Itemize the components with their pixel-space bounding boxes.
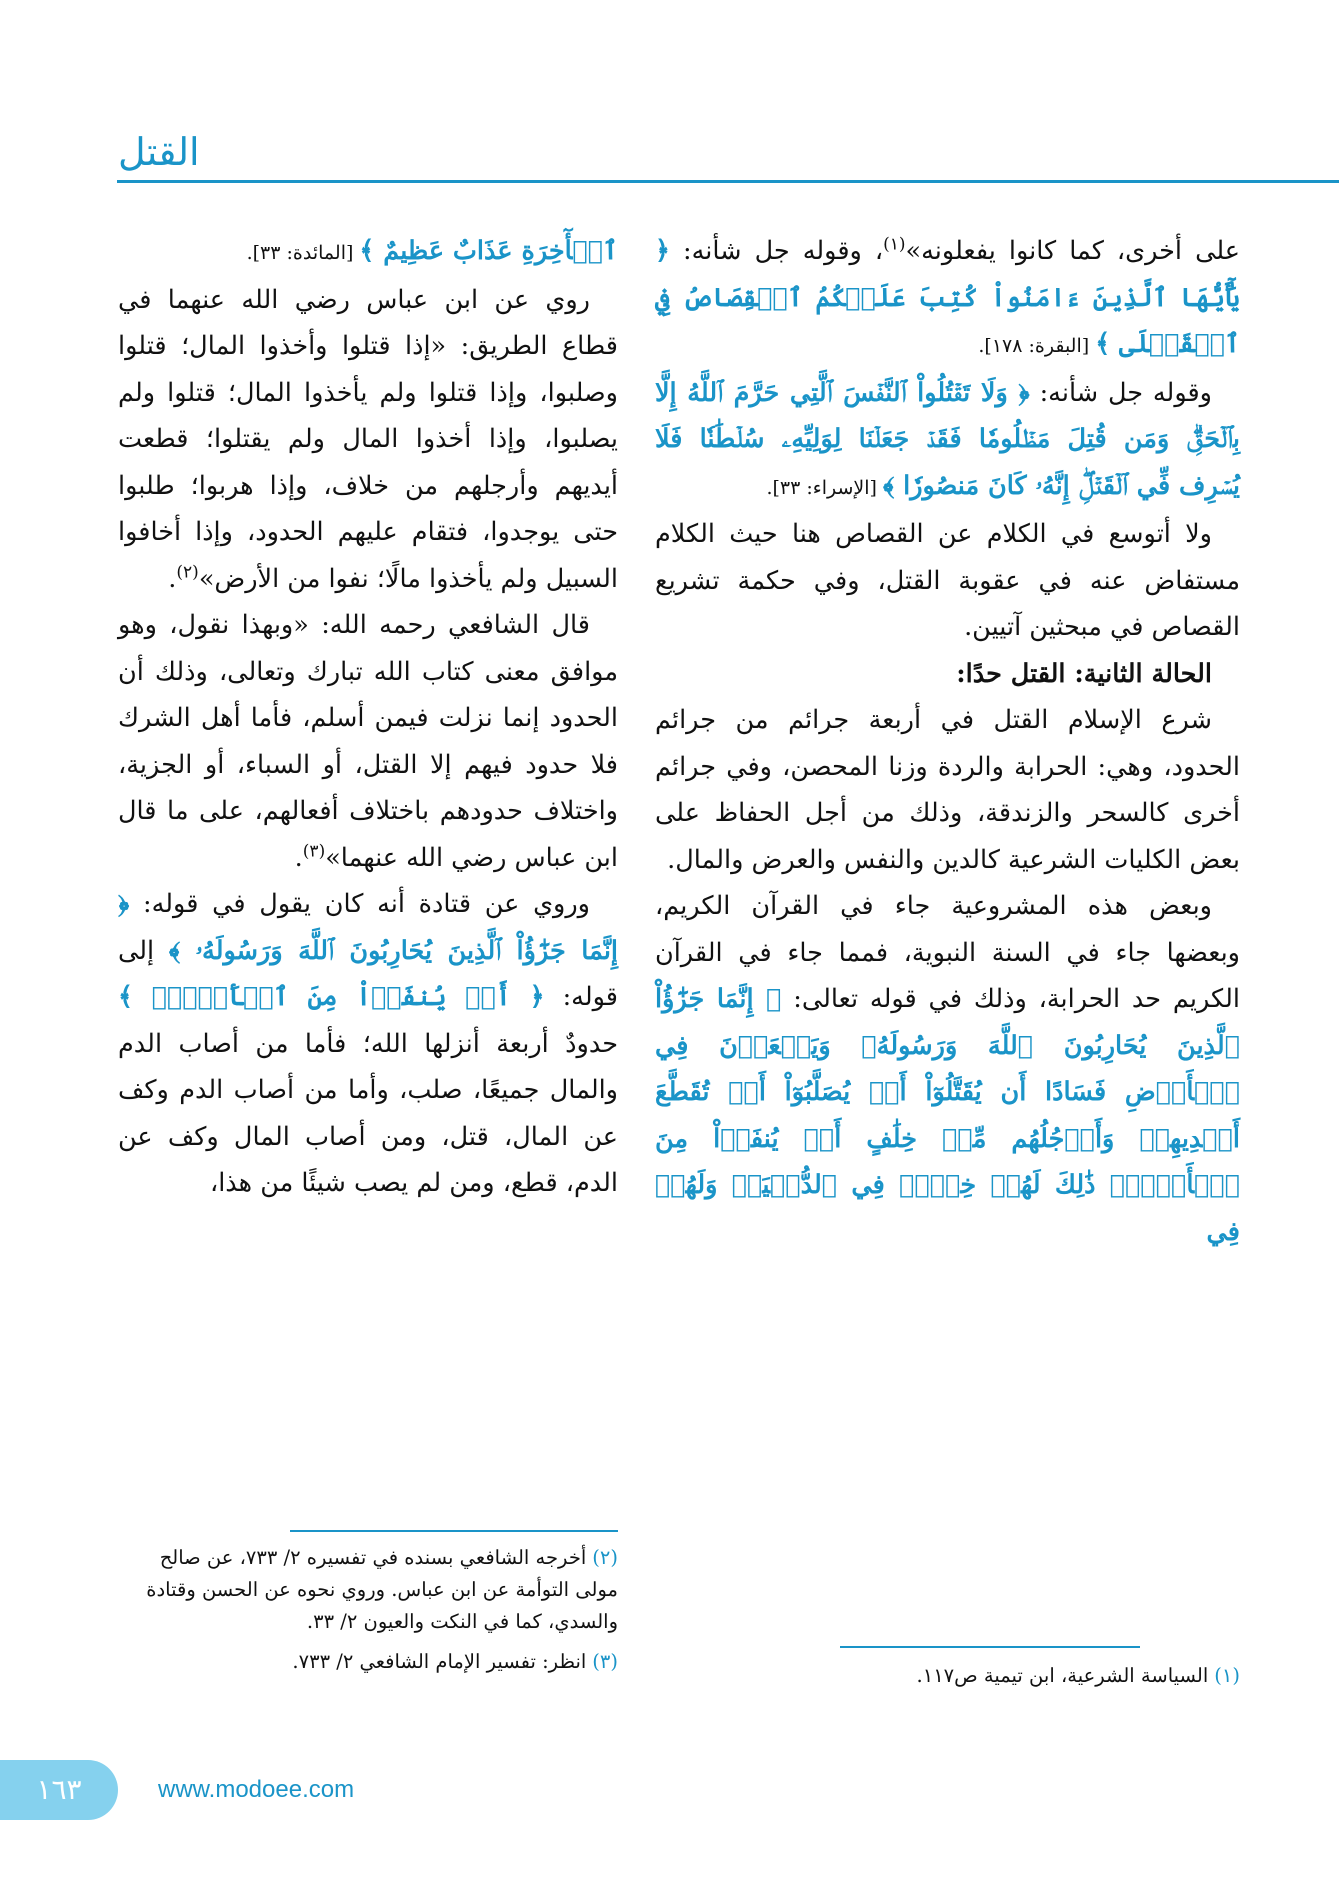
- footnote-item: [655, 1660, 1240, 1692]
- body-text: وقوله جل شأنه:: [1029, 377, 1212, 408]
- header-rule: [117, 180, 1339, 183]
- body-text: إلى قوله:: [118, 935, 618, 1012]
- quran-verse: ﴿ يَٰٓأَيُّهَا ٱلَّذِينَ ءَامَنُواْ كُتِبَ عَلَيۡكُمُ ٱلۡقِصَاصُ فِي ٱلۡقَتۡلَى ﴾: [655, 236, 1240, 359]
- paragraph: [118, 602, 618, 881]
- footnote-item: [118, 1542, 618, 1638]
- body-text: وروي عن قتادة أنه كان يقول في قوله:: [129, 889, 590, 919]
- footnote-item: [118, 1646, 618, 1678]
- verse-reference: [المائدة: ٣٣].: [246, 242, 360, 264]
- body-text: .: [294, 842, 303, 873]
- paragraph: ولا أتوسع في الكلام عن القصاص هنا حيث الكلام مستفاض عنه في عقوبة القتل، وفي حكمة تشريع القصاص في مبحثين آتيين.: [655, 519, 1240, 642]
- body-text: قال الشافعي رحمه الله: «وبهذا نقول، وهو موافق معنى كتاب الله تبارك وتعالى، وذلك أن الحدود إنما نزلت فيمن أسلم، فأما أهل الشرك فلا حدود فيهم إلا القتل، أو السباء، أو الجزية، واختلاف حدودهم باختلاف أفعالهم، على ما قال ابن عباس رضي الله عنهما»: [118, 610, 618, 873]
- paragraph: [655, 228, 1240, 370]
- paragraph: [655, 883, 1240, 1255]
- paragraph: [118, 277, 618, 603]
- body-text: .: [168, 563, 177, 594]
- body-text: روي عن ابن عباس رضي الله عنهما في قطاع الطريق: «إذا قتلوا وأخذوا المال؛ قتلوا وصلبوا، وإذا قتلوا ولم يأخذوا المال؛ قتلوا ولم يصلبوا، وإذا أخذوا المال ولم يقتلوا؛ قطعت أيديهم وأرجلهم من خلاف، وإذا هربوا؛ طلبوا حتى يوجدوا، فتقام عليهم الحدود، وإذا أخافوا السبيل ولم يأخذوا مالًا؛ نفوا من الأرض»: [118, 284, 618, 594]
- paragraph: [118, 881, 618, 1207]
- footnote-rule: [840, 1646, 1140, 1648]
- footnote-text: أخرجه الشافعي بسنده في تفسيره ٢/ ٧٣٣، عن صالح مولى التوأمة عن ابن عباس. وروي نحوه عن الحسن وقتادة والسدي، كما في النكت والعيون ٢/ ٣٣.: [146, 1546, 618, 1633]
- page-number-badge: [0, 1760, 118, 1820]
- footnote-ref-1[interactable]: (١): [883, 234, 906, 255]
- verse-reference: [البقرة: ١٧٨].: [978, 335, 1096, 357]
- footnote-ref-2[interactable]: (٢): [176, 562, 199, 582]
- body-text: حدودٌ أربعة أنزلها الله؛ فأما من أصاب الدم والمال جميعًا، صلب، وأما من أصاب الدم وكف عن المال، قتل، ومن أصاب المال وكف عن الدم، قطع، ومن لم يصب شيئًا من هذا،: [118, 1028, 618, 1198]
- footnote-number: (١): [1214, 1664, 1240, 1687]
- quran-verse: ٱلۡأٓخِرَةِ عَذَابٌ عَظِيمٌ ﴾: [359, 236, 618, 266]
- footnote-number: (٢): [592, 1546, 618, 1569]
- footnotes-right: [655, 1660, 1240, 1700]
- quran-verse: ﴿ إِنَّمَا جَزَٰٓؤُاْ ٱلَّذِينَ يُحَارِبُونَ ٱللَّهَ وَرَسُولَهُۥ ﴾: [118, 889, 618, 966]
- website-link[interactable]: www.modoee.com: [158, 1776, 355, 1803]
- footnote-text: انظر: تفسير الإمام الشافعي ٢/ ٧٣٣.: [292, 1650, 587, 1673]
- quran-verse: ﴿ إِنَّمَا جَزَٰٓؤُاْ ٱلَّذِينَ يُحَارِبُونَ ٱللَّهَ وَرَسُولَهُۥ وَيَسۡعَوۡنَ فِي ٱلۡأَرۡضِ فَسَادًا أَن يُقَتَّلُوٓاْ أَوۡ يُصَلَّبُوٓاْ أَوۡ تُقَطَّعَ أَيۡدِيهِمۡ وَأَرۡجُلُهُم مِّنۡ خِلَٰفٍ أَوۡ يُنفَوۡاْ مِنَ ٱلۡأَرۡضِۚ ذَٰلِكَ لَهُمۡ خِزۡيٞ فِي ٱلدُّنۡيَاۖ وَلَهُمۡ فِي: [655, 984, 1240, 1247]
- quran-verse: ﴿ وَلَا تَقۡتُلُواْ ٱلنَّفۡسَ ٱلَّتِي حَرَّمَ ٱللَّهُ إِلَّا بِٱلۡحَقِّۗ وَمَن قُتِلَ مَظۡلُومٗا فَقَدۡ جَعَلۡنَا لِوَلِيِّهِۦ سُلۡطَٰنٗا فَلَا يُسۡرِف فِّي ٱلۡقَتۡلِۖ إِنَّهُۥ كَانَ مَنصُورٗا ﴾: [655, 377, 1240, 501]
- footnote-text: السياسة الشرعية، ابن تيمية ص١١٧.: [916, 1664, 1209, 1687]
- footnote-rule: [290, 1530, 618, 1532]
- footnote-ref-3[interactable]: (٣): [302, 841, 326, 861]
- footnote-number: (٣): [592, 1650, 618, 1673]
- paragraph: [655, 370, 1240, 512]
- verse-reference: [الإسراء: ٣٣].: [766, 476, 883, 499]
- paragraph: [118, 228, 618, 277]
- left-column: [118, 228, 618, 1207]
- body-text: وبعض هذه المشروعية جاء في القرآن الكريم، وبعضها جاء في السنة النبوية، فمما جاء في القرآن الكريم حد الحرابة، وذلك في قوله تعالى:: [655, 891, 1240, 1014]
- footnotes-left: [118, 1542, 618, 1686]
- right-column: [655, 228, 1240, 1255]
- body-text: ، وقوله جل شأنه:: [669, 236, 884, 266]
- paragraph: شرع الإسلام القتل في أربعة جرائم من جرائم الحدود، وهي: الحرابة والردة وزنا المحصن، وفي جرائم أخرى كالسحر والزندقة، وذلك من أجل الحفاظ على بعض الكليات الشرعية كالدين والنفس والعرض والمال.: [655, 705, 1240, 875]
- section-heading: الحالة الثانية: القتل حدًا:: [956, 658, 1212, 689]
- page-title: القتل: [118, 130, 200, 174]
- quran-verse: ﴿ أَوۡ يُنفَوۡاْ مِنَ ٱلۡأَرۡضِۚ ﴾: [118, 982, 545, 1012]
- page-number: ١٦٣: [36, 1773, 82, 1806]
- body-text: على أخرى، كما كانوا يفعلونه»: [905, 236, 1240, 266]
